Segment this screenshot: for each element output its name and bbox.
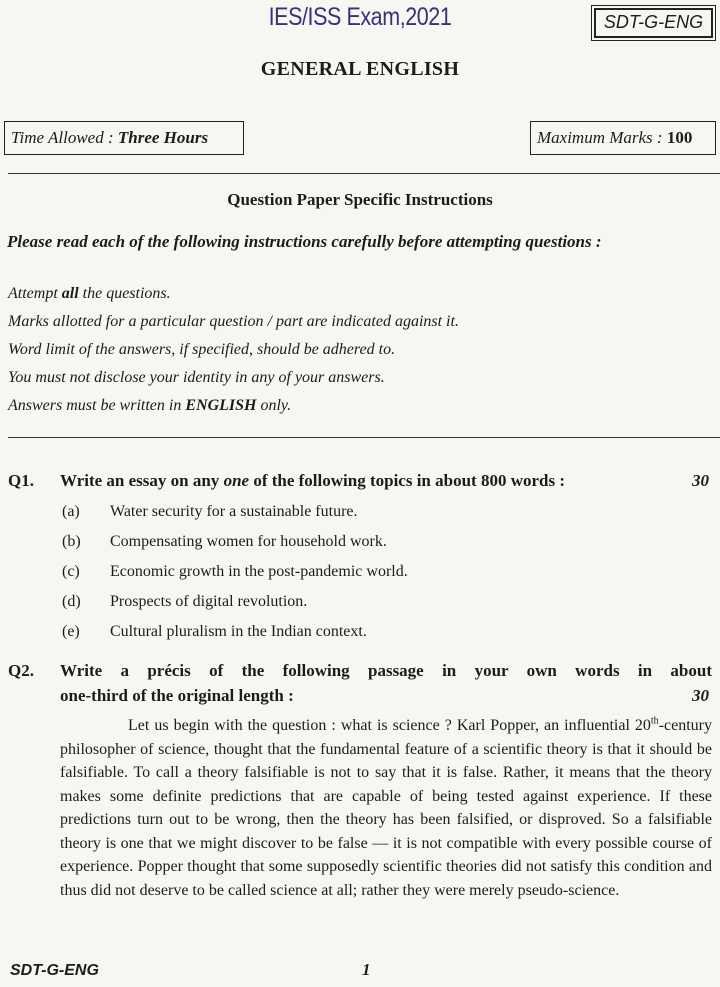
instruction-line: [8, 397, 291, 415]
maximum-marks-value: 100: [666, 128, 693, 147]
precis-passage: [60, 714, 712, 902]
instruction-text: only.: [256, 397, 292, 414]
question-2-line-2: one-third of the original length :: [60, 686, 294, 705]
instruction-line: [8, 369, 385, 387]
option-letter: (a): [62, 503, 80, 520]
maximum-marks-box: [530, 121, 716, 155]
option-letter: (e): [62, 623, 80, 640]
time-allowed-value: Three Hours: [117, 128, 209, 147]
time-allowed-label: Time Allowed :: [11, 128, 118, 147]
instructions-intro: Please read each of the following instructions carefully before attempting questions :: [7, 232, 602, 251]
question-2-line-1: Write a précis of the following passage in your own words in about: [60, 661, 712, 680]
option-letter: (b): [62, 533, 81, 550]
page-number: 1: [362, 960, 371, 979]
question-2-marks: 30: [692, 686, 709, 705]
instruction-line: [8, 341, 395, 359]
instruction-line: [8, 285, 171, 303]
instruction-emphasis: ENGLISH: [185, 397, 257, 414]
passage-text: Let us begin with the question : what is science ? Karl Popper, an influential 20: [128, 717, 651, 734]
passage-text: -century philosopher of science, thought that the fundamental feature of a scientific theory is that it should be falsifiable. To call a theory falsifiable is not to say that it is false. Rather, it means that the theory makes some definite predictions that are capable of being tested against experience. If these predictions turn out to be wrong, then the theory has been falsified, or disproved. So a falsifiable theory is one that we might discover to be false — it is not compatible with every possible course of experience. Popper thought that some supposedly scientific theories did not satisfy this condition and thus did not deserve to be called science at all; rather they were merely pseudo-science.: [60, 717, 712, 899]
question-text: Write an essay on any: [60, 471, 224, 490]
option-letter: (c): [62, 563, 80, 580]
instruction-text: You must not disclose your identity in any of your answers.: [8, 369, 385, 386]
paper-title: GENERAL ENGLISH: [260, 58, 460, 80]
option-letter: (d): [62, 593, 81, 610]
instructions-heading: Question Paper Specific Instructions: [227, 190, 493, 209]
option-text: Cultural pluralism in the Indian context.: [110, 623, 367, 640]
instruction-text: the questions.: [78, 285, 171, 302]
footer-paper-code: SDT-G-ENG: [10, 962, 99, 979]
question-text: of the following topics in about 800 words :: [249, 471, 565, 490]
instruction-text: Answers must be written in: [8, 397, 186, 414]
question-emphasis: one: [223, 471, 250, 490]
question-number: Q1.: [8, 471, 34, 490]
question-1-marks: 30: [692, 471, 709, 490]
instruction-line: [8, 313, 459, 331]
time-allowed-box: [4, 121, 244, 155]
option-text: Prospects of digital revolution.: [110, 593, 308, 610]
instruction-emphasis: all: [61, 285, 79, 302]
instruction-text: Attempt: [8, 285, 62, 302]
instruction-text: Marks allotted for a particular question / part are indicated against it.: [8, 313, 459, 330]
exam-title: IES/ISS Exam,2021: [268, 3, 452, 31]
instruction-text: Word limit of the answers, if specified, should be adhered to.: [8, 341, 396, 358]
option-text: Economic growth in the post-pandemic world.: [110, 563, 408, 580]
option-text: Compensating women for household work.: [110, 533, 387, 550]
divider-instructions: [8, 437, 720, 438]
question-1-text: [60, 471, 565, 491]
passage-superscript: th: [650, 715, 659, 727]
paper-code-box: SDT-G-ENG: [594, 8, 713, 38]
option-text: Water security for a sustainable future.: [110, 503, 358, 520]
question-number: Q2.: [8, 661, 34, 680]
maximum-marks-label: Maximum Marks :: [537, 128, 667, 147]
divider-top: [8, 173, 720, 174]
